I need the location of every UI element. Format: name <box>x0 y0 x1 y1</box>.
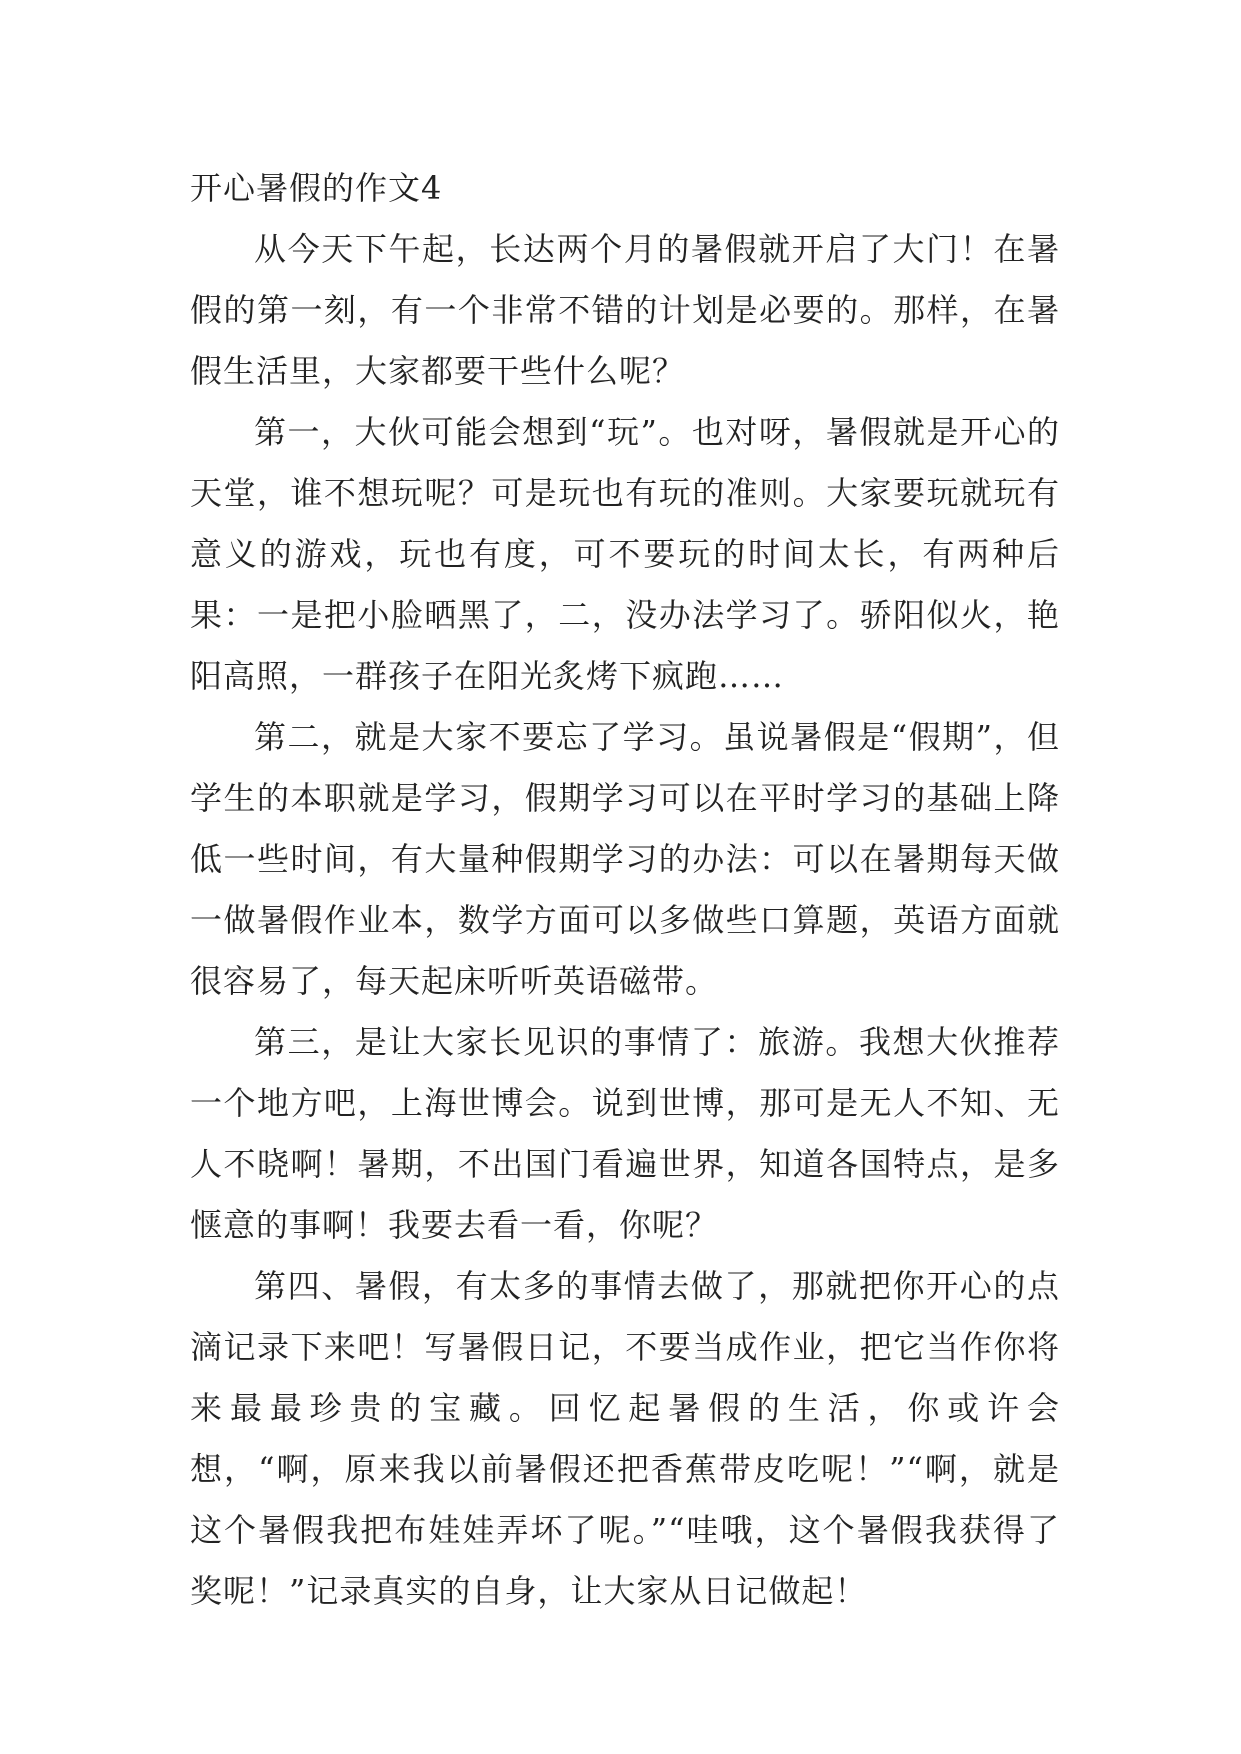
paragraph-3: 第二，就是大家不要忘了学习。虽说暑假是“假期”，但学生的本职就是学习，假期学习可以在平时学习的基础上降低一些时间，有大量种假期学习的办法：可以在暑期每天做一做暑假作业本，数学方面可以多做些口算题，英语方面就很容易了，每天起床听听英语磁带。 <box>190 718 1060 1000</box>
document-body <box>190 158 1060 1622</box>
paragraph-1: 从今天下午起，长达两个月的暑假就开启了大门！在暑假的第一刻，有一个非常不错的计划是必要的。那样，在暑假生活里，大家都要干些什么呢？ <box>190 230 1060 390</box>
paragraph-5: 第四、暑假，有太多的事情去做了，那就把你开心的点滴记录下来吧！写暑假日记，不要当成作业，把它当作你将来最最珍贵的宝藏。回忆起暑假的生活，你或许会想，“啊，原来我以前暑假还把香蕉带皮吃呢！”“啊，就是这个暑假我把布娃娃弄坏了呢。”“哇哦，这个暑假我获得了奖呢！”记录真实的自身，让大家从日记做起！ <box>190 1267 1060 1610</box>
document-title: 开心暑假的作文4 <box>190 169 443 207</box>
paragraph-4: 第三，是让大家长见识的事情了：旅游。我想大伙推荐一个地方吧，上海世博会。说到世博，那可是无人不知、无人不晓啊！暑期，不出国门看遍世界，知道各国特点，是多惬意的事啊！我要去看一看，你呢？ <box>190 1023 1060 1244</box>
paragraph-2: 第一，大伙可能会想到“玩”。也对呀，暑假就是开心的天堂，谁不想玩呢？可是玩也有玩的准则。大家要玩就玩有意义的游戏，玩也有度，可不要玩的时间太长，有两种后果：一是把小脸晒黑了，二，没办法学习了。骄阳似火，艳阳高照，一群孩子在阳光炙烤下疯跑…… <box>190 413 1060 695</box>
